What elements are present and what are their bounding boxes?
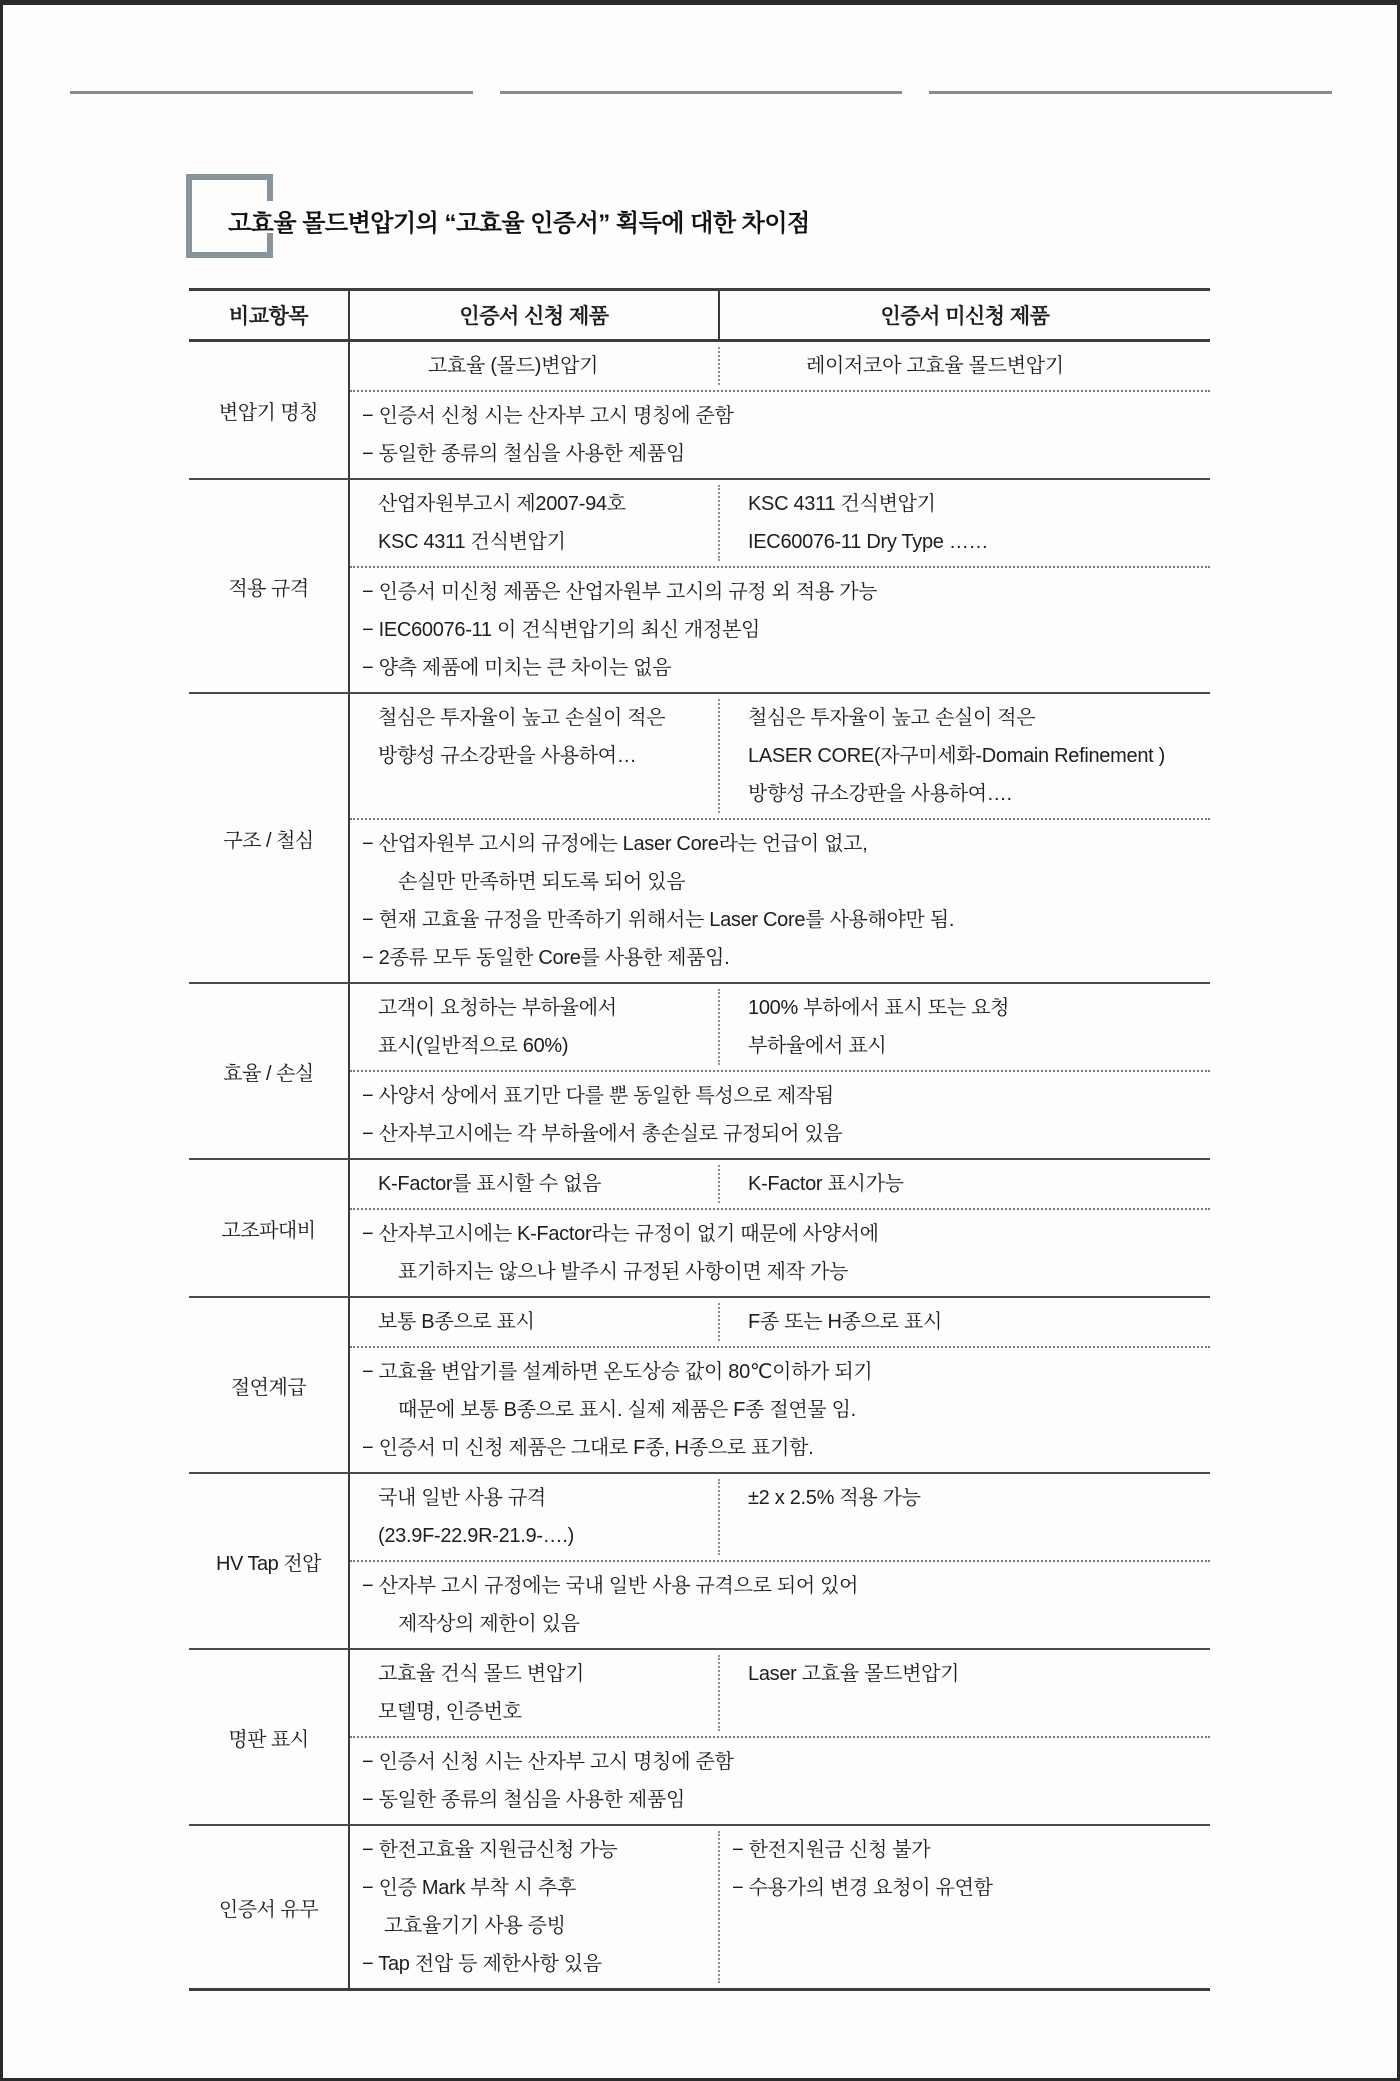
header-rule-left — [70, 91, 473, 94]
row-content — [350, 480, 1210, 692]
not-applied-product-cell — [720, 1303, 1210, 1341]
table-row-certificate-status — [189, 1824, 1210, 1988]
cell-line: − 한전고효율 지원금신청 가능 — [362, 1839, 618, 1861]
cell-line: 산업자원부고시 제2007-94호 — [378, 493, 626, 515]
row-content — [350, 1826, 1210, 1988]
applied-product-cell — [350, 485, 720, 561]
applied-product-cell — [350, 1165, 720, 1203]
cell-line: 표시(일반적으로 60%) — [378, 1035, 569, 1057]
cell-line: 모델명, 인증번호 — [378, 1701, 522, 1723]
note-line: − 고효율 변압기를 설계하면 온도상승 값이 80℃이하가 되기 — [362, 1361, 873, 1383]
row-notes — [350, 818, 1210, 982]
table-row-applicable-standard — [189, 478, 1210, 692]
row-label: 효율 / 손실 — [189, 984, 350, 1158]
table-header-row — [189, 291, 1210, 342]
comparison-cells — [350, 480, 1210, 566]
applied-product-cell — [350, 1479, 720, 1555]
applied-product-cell — [350, 699, 720, 813]
comparison-cells — [350, 694, 1210, 818]
header-cell-applied: 인증서 신청 제품 — [350, 291, 720, 339]
note-line: − 동일한 종류의 철심을 사용한 제품임 — [362, 443, 685, 465]
cell-line: ±2 x 2.5% 적용 가능 — [748, 1487, 921, 1509]
row-notes — [350, 1208, 1210, 1296]
applied-product-cell — [350, 347, 720, 385]
comparison-table — [189, 288, 1210, 1991]
row-notes — [350, 1070, 1210, 1158]
row-label: 적용 규격 — [189, 480, 350, 692]
cell-line: 국내 일반 사용 규격 — [378, 1487, 546, 1509]
cell-line: 100% 부하에서 표시 또는 요청 — [748, 997, 1010, 1019]
comparison-cells — [350, 1650, 1210, 1736]
cell-line: − 인증 Mark 부착 시 추후 — [362, 1877, 577, 1899]
note-line: − 동일한 종류의 철심을 사용한 제품임 — [362, 1789, 685, 1811]
cell-line: K-Factor를 표시할 수 없음 — [378, 1173, 602, 1195]
note-line: 손실만 만족하면 되도록 되어 있음 — [398, 871, 686, 893]
note-line: − 산자부고시에는 각 부하율에서 총손실로 규정되어 있음 — [362, 1123, 843, 1145]
row-label: 인증서 유무 — [189, 1826, 350, 1988]
table-row-hv-tap-voltage — [189, 1472, 1210, 1648]
applied-product-cell — [350, 989, 720, 1065]
note-line: − 사양서 상에서 표기만 다를 뿐 동일한 특성으로 제작됨 — [362, 1085, 834, 1107]
note-line: − 산자부 고시 규정에는 국내 일반 사용 규격으로 되어 있어 — [362, 1575, 859, 1597]
row-content — [350, 342, 1210, 478]
note-line: − 인증서 신청 시는 산자부 고시 명칭에 준함 — [362, 405, 734, 427]
row-label: HV Tap 전압 — [189, 1474, 350, 1648]
comparison-cells — [350, 1298, 1210, 1346]
cell-line: 레이저코아 고효율 몰드변압기 — [806, 355, 1064, 377]
cell-line: 방향성 규소강판을 사용하여…. — [748, 783, 1012, 805]
cell-line: Laser 고효율 몰드변압기 — [748, 1663, 960, 1685]
note-line: 제작상의 제한이 있음 — [398, 1613, 580, 1635]
note-line: − 인증서 신청 시는 산자부 고시 명칭에 준함 — [362, 1751, 734, 1773]
table-row-efficiency-loss — [189, 982, 1210, 1158]
row-content — [350, 694, 1210, 982]
cell-line: LASER CORE(자구미세화-Domain Refinement ) — [748, 745, 1166, 767]
header-cell-not-applied: 인증서 미신청 제품 — [880, 305, 1050, 328]
comparison-cells — [350, 1826, 1210, 1988]
note-line: − 현재 고효율 규정을 만족하기 위해서는 Laser Core를 사용해야만 됨. — [362, 909, 955, 931]
row-notes — [350, 1736, 1210, 1824]
row-content — [350, 1160, 1210, 1296]
table-row-transformer-name — [189, 342, 1210, 478]
note-line: 때문에 보통 B종으로 표시. 실제 제품은 F종 절연물 임. — [398, 1399, 856, 1421]
page-title: 고효율 몰드변압기의 “고효율 인증서” 획득에 대한 차이점 — [228, 210, 810, 237]
cell-line: IEC60076-11 Dry Type …… — [748, 531, 989, 553]
row-content — [350, 984, 1210, 1158]
row-label: 명판 표시 — [189, 1650, 350, 1824]
comparison-cells — [350, 984, 1210, 1070]
cell-line: 고효율 건식 몰드 변압기 — [378, 1663, 584, 1685]
note-line: − IEC60076-11 이 건식변압기의 최신 개정본임 — [362, 619, 760, 641]
row-content — [350, 1650, 1210, 1824]
cell-line: 방향성 규소강판을 사용하여… — [378, 745, 637, 767]
note-line: − 산자부고시에는 K-Factor라는 규정이 없기 때문에 사양서에 — [362, 1223, 879, 1245]
cell-line: 고효율 (몰드)변압기 — [428, 355, 599, 377]
applied-product-cell — [350, 1831, 720, 1983]
not-applied-product-cell — [720, 1165, 1210, 1203]
note-line: − 인증서 미신청 제품은 산업자원부 고시의 규정 외 적용 가능 — [362, 581, 878, 603]
note-line: − 인증서 미 신청 제품은 그대로 F종, H종으로 표기함. — [362, 1437, 814, 1459]
note-line: 표기하지는 않으나 발주시 규정된 사항이면 제작 가능 — [398, 1261, 848, 1283]
note-line: − 2종류 모두 동일한 Core를 사용한 제품임. — [362, 947, 730, 969]
row-label: 구조 / 철심 — [189, 694, 350, 982]
note-line: − 양측 제품에 미치는 큰 차이는 없음 — [362, 657, 672, 679]
comparison-cells — [350, 342, 1210, 390]
row-label: 절연계급 — [189, 1298, 350, 1472]
not-applied-product-cell — [720, 485, 1210, 561]
cell-line: 고객이 요청하는 부하율에서 — [378, 997, 617, 1019]
table-row-structure-core — [189, 692, 1210, 982]
not-applied-product-cell — [720, 989, 1210, 1065]
header-rule-center — [500, 91, 903, 94]
row-notes — [350, 566, 1210, 692]
cell-line: KSC 4311 건식변압기 — [748, 493, 936, 515]
cell-line: 철심은 투자율이 높고 손실이 적은 — [748, 707, 1036, 729]
cell-line: K-Factor 표시가능 — [748, 1173, 904, 1195]
not-applied-product-cell — [720, 1655, 1210, 1731]
cell-line: F종 또는 H종으로 표시 — [748, 1311, 942, 1333]
header-cell-item: 비교항목 — [189, 291, 350, 339]
table-row-nameplate-marking — [189, 1648, 1210, 1824]
row-content — [350, 1298, 1210, 1472]
cell-line: 철심은 투자율이 높고 손실이 적은 — [378, 707, 666, 729]
not-applied-product-cell — [720, 1831, 1210, 1983]
row-label: 고조파대비 — [189, 1160, 350, 1296]
header-rule-right — [929, 91, 1332, 94]
row-label: 변압기 명칭 — [189, 342, 350, 478]
header-rules — [70, 91, 1332, 94]
row-notes — [350, 1560, 1210, 1648]
row-notes — [350, 390, 1210, 478]
cell-line: − Tap 전압 등 제한사항 있음 — [362, 1953, 602, 1975]
comparison-cells — [350, 1474, 1210, 1560]
table-row-insulation-class — [189, 1296, 1210, 1472]
cell-line: KSC 4311 건식변압기 — [378, 531, 566, 553]
cell-line: − 수용가의 변경 요청이 유연함 — [732, 1877, 993, 1899]
cell-line: 부하율에서 표시 — [748, 1035, 887, 1057]
not-applied-product-cell — [720, 1479, 1210, 1555]
applied-product-cell — [350, 1655, 720, 1731]
cell-line: (23.9F-22.9R-21.9-….) — [378, 1525, 574, 1547]
cell-line: − 한전지원금 신청 불가 — [732, 1839, 931, 1861]
note-line: − 산업자원부 고시의 규정에는 Laser Core라는 언급이 없고, — [362, 833, 868, 855]
cell-line: 보통 B종으로 표시 — [378, 1311, 535, 1333]
cell-line: 고효율기기 사용 증빙 — [384, 1915, 566, 1937]
not-applied-product-cell — [720, 699, 1210, 813]
not-applied-product-cell — [720, 347, 1210, 385]
applied-product-cell — [350, 1303, 720, 1341]
table-row-harmonic-kfactor — [189, 1158, 1210, 1296]
row-notes — [350, 1346, 1210, 1472]
row-content — [350, 1474, 1210, 1648]
comparison-cells — [350, 1160, 1210, 1208]
